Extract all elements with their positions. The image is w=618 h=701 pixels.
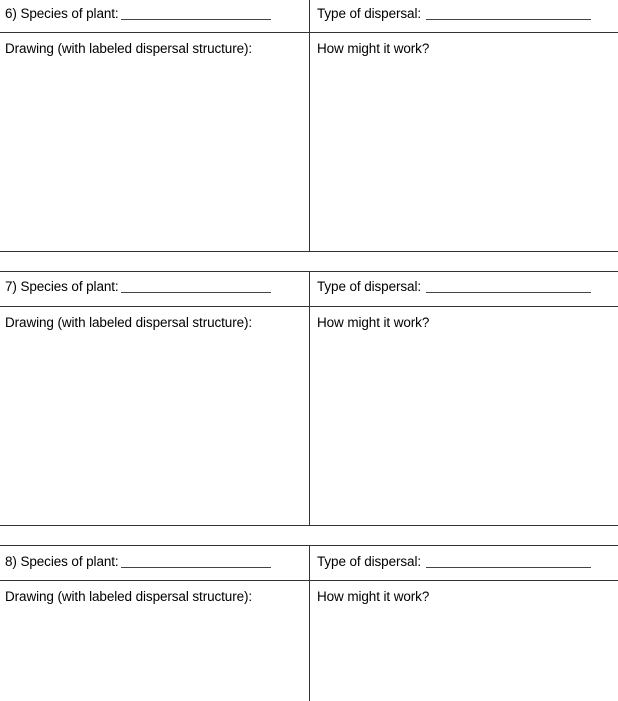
species-label: 6) Species of plant: xyxy=(5,6,119,21)
drawing-label: Drawing (with labeled dispersal structure): xyxy=(5,41,253,56)
species-input-line[interactable] xyxy=(121,292,271,293)
how-it-works-label: How might it work? xyxy=(317,41,430,56)
species-label: 7) Species of plant: xyxy=(5,279,119,294)
column-divider xyxy=(309,545,310,701)
dispersal-type-input-line[interactable] xyxy=(426,19,591,20)
how-it-works-label: How might it work? xyxy=(317,589,430,604)
species-input-line[interactable] xyxy=(121,567,271,568)
species-label: 8) Species of plant: xyxy=(5,554,119,569)
column-divider xyxy=(309,0,310,251)
drawing-label: Drawing (with labeled dispersal structure): xyxy=(5,589,253,604)
dispersal-type-input-line[interactable] xyxy=(426,292,591,293)
dispersal-type-label: Type of dispersal: xyxy=(317,6,422,21)
block-bottom-border xyxy=(0,251,618,252)
how-it-works-label: How might it work? xyxy=(317,315,430,330)
dispersal-type-input-line[interactable] xyxy=(426,567,591,568)
species-input-line[interactable] xyxy=(121,19,271,20)
block-bottom-border xyxy=(0,525,618,526)
dispersal-type-label: Type of dispersal: xyxy=(317,554,422,569)
drawing-label: Drawing (with labeled dispersal structure): xyxy=(5,315,253,330)
row-divider xyxy=(0,306,618,307)
row-divider xyxy=(0,32,618,33)
column-divider xyxy=(309,271,310,526)
row-divider xyxy=(0,580,618,581)
dispersal-type-label: Type of dispersal: xyxy=(317,279,422,294)
